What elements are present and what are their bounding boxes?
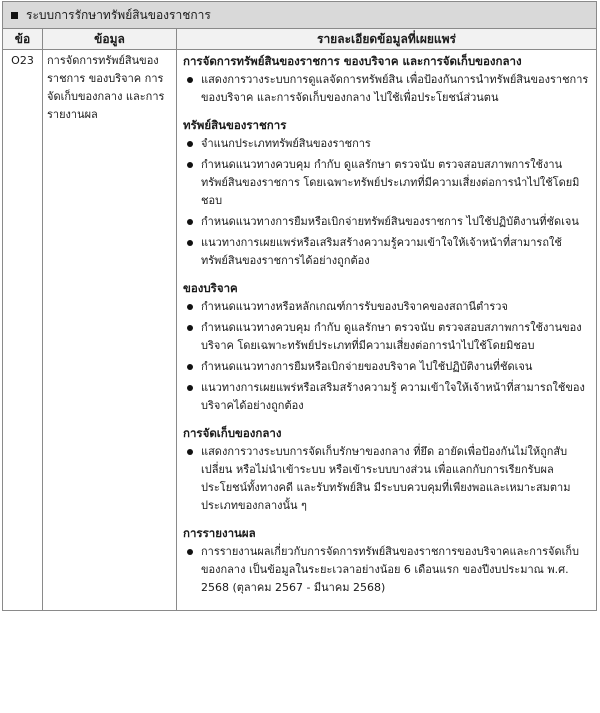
header-item: ข้อมูล	[43, 29, 177, 50]
bullet-dot-icon	[187, 449, 193, 455]
detail-group-title: ทรัพย์สินของราชการ	[183, 118, 287, 132]
detail-group-title: การจัดเก็บของกลาง	[183, 426, 282, 440]
bullet-list	[183, 298, 590, 415]
bullet-list	[183, 543, 590, 597]
detail-group	[183, 52, 590, 107]
list-item	[183, 443, 590, 515]
section-title	[3, 6, 596, 25]
section-title-text: ระบบการรักษาทรัพย์สินของราชการ	[26, 7, 211, 22]
bullet-dot-icon	[187, 385, 193, 391]
list-item-text: กำหนดแนวทางควบคุม กำกับ ดูแลรักษา ตรวจนับ ตรวจสอบสภาพการใช้งานทรัพย์สินของราชการ โดยเฉพาะทรัพย์ประเภทที่มีความเสี่ยงต่อการนำไปใช้โดยมิชอบ	[201, 158, 580, 207]
list-item	[183, 358, 590, 376]
list-item-text: การรายงานผลเกี่ยวกับการจัดการทรัพย์สินของราชการของบริจาคและการจัดเก็บของกลาง เป็นข้อมูลในระยะเวลาอย่างน้อย 6 เดือนแรก ของปีงบประมาณ พ.ศ. 2568 (ตุลาคม 2567 - มีนาคม 2568)	[201, 545, 580, 594]
bullet-dot-icon	[187, 549, 193, 555]
list-item	[183, 213, 590, 231]
list-item-text: กำหนดแนวทางการยืมหรือเบิกจ่ายของบริจาค ไปใช้ปฏิบัติงานที่ชัดเจน	[201, 360, 533, 373]
detail-group-title: การรายงานผล	[183, 526, 256, 540]
list-item-text: แนวทางการเผยแพร่หรือเสริมสร้างความรู้ความเข้าใจให้เจ้าหน้าที่สามารถใช้ทรัพย์สินของราชการได้อย่างถูกต้อง	[201, 236, 562, 267]
header-code: ข้อ	[3, 29, 43, 50]
bullet-dot-icon	[187, 141, 193, 147]
list-item	[183, 135, 590, 153]
bullet-dot-icon	[187, 364, 193, 370]
detail-group	[183, 424, 590, 515]
bullet-list	[183, 135, 590, 270]
header-detail: รายละเอียดข้อมูลที่เผยแพร่	[177, 29, 597, 50]
square-bullet-icon	[11, 12, 18, 19]
bullet-dot-icon	[187, 325, 193, 331]
list-item	[183, 298, 590, 316]
detail-groups	[183, 52, 590, 597]
list-item-text: จำแนกประเภททรัพย์สินของราชการ	[201, 137, 371, 150]
bullet-dot-icon	[187, 77, 193, 83]
bullet-list	[183, 71, 590, 107]
detail-group	[183, 279, 590, 415]
list-item	[183, 543, 590, 597]
list-item-text: แสดงการวางระบบการดูแลจัดการทรัพย์สิน เพื่อป้องกันการนำทรัพย์สินของราชการ ของบริจาค และการจัดเก็บของกลาง ไปใช้เพื่อประโยชน์ส่วนตน	[201, 73, 589, 104]
bullet-dot-icon	[187, 162, 193, 168]
bullet-dot-icon	[187, 219, 193, 225]
item-code: O23	[3, 50, 43, 611]
disclosure-table	[2, 1, 597, 611]
list-item-text: กำหนดแนวทางควบคุม กำกับ ดูแลรักษา ตรวจนับ ตรวจสอบสภาพการใช้งานของบริจาค โดยเฉพาะทรัพย์ประเภทที่มีความเสี่ยงต่อการนำไปใช้โดยมิชอบ	[201, 321, 582, 352]
column-header-row	[3, 29, 597, 50]
list-item-text: กำหนดแนวทางการยืมหรือเบิกจ่ายทรัพย์สินของราชการ ไปใช้ปฏิบัติงานที่ชัดเจน	[201, 215, 579, 228]
list-item	[183, 319, 590, 355]
list-item-text: แสดงการวางระบบการจัดเก็บรักษาของกลาง ที่ยึด อายัดเพื่อป้องกันไม่ให้ถูกสับเปลี่ยน หรือไม่นำเข้าระบบ หรือเข้าระบบบางส่วน เพื่อแลกกับการเรียกรับผลประโยชน์ทั้งทางคดี และรับทรัพย์สิน มีระบบควบคุมที่เพียงพอและเหมาะสมตามประเภทของกลางนั้น ๆ	[201, 445, 571, 512]
list-item	[183, 156, 590, 210]
section-header-cell	[3, 2, 597, 29]
list-item-text: แนวทางการเผยแพร่หรือเสริมสร้างความรู้ ความเข้าใจให้เจ้าหน้าที่สามารถใช้ของบริจาคได้อย่างถูกต้อง	[201, 381, 585, 412]
item-name: การจัดการทรัพย์สินของราชการ ของบริจาค การจัดเก็บของกลาง และการรายงานผล	[43, 50, 177, 611]
list-item	[183, 234, 590, 270]
detail-group	[183, 116, 590, 270]
detail-group-title: ของบริจาค	[183, 281, 238, 295]
section-header-row	[3, 2, 597, 29]
bullet-dot-icon	[187, 304, 193, 310]
detail-cell	[177, 50, 597, 611]
list-item-text: กำหนดแนวทางหรือหลักเกณฑ์การรับของบริจาคของสถานีตำรวจ	[201, 300, 508, 313]
detail-group	[183, 524, 590, 597]
list-item	[183, 71, 590, 107]
table-row	[3, 50, 597, 611]
bullet-list	[183, 443, 590, 515]
list-item	[183, 379, 590, 415]
bullet-dot-icon	[187, 240, 193, 246]
detail-group-title: การจัดการทรัพย์สินของราชการ ของบริจาค และการจัดเก็บของกลาง	[183, 54, 522, 68]
